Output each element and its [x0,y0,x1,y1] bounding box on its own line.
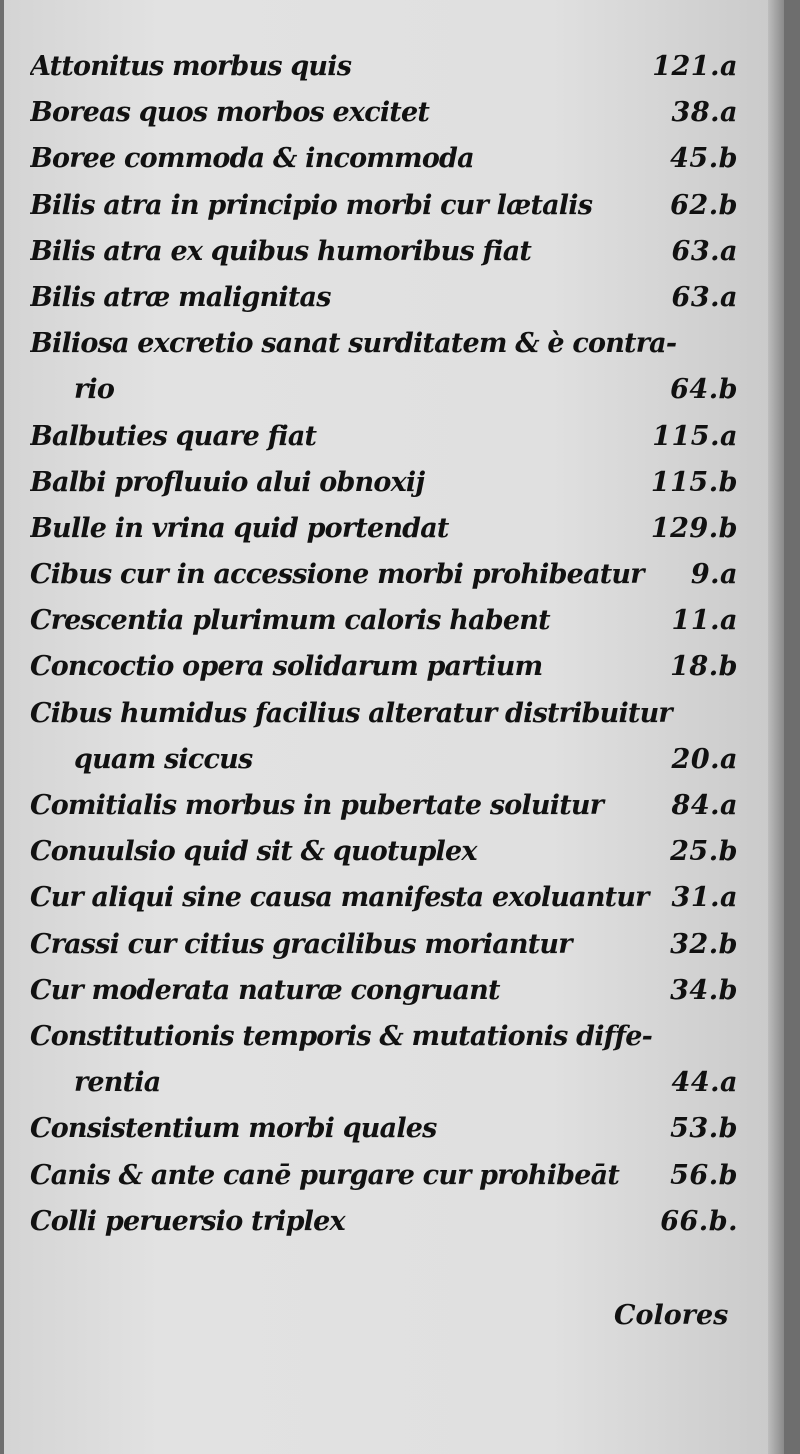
index-entry-term: Cibus humidus facilius alteratur distribuitur [30,697,672,729]
index-entry-folio: 34.b [670,974,738,1006]
index-entry-term: Comitialis morbus in pubertate soluitur [30,790,604,821]
index-entry [30,875,738,921]
index-entry-folio: 18.b [670,651,738,683]
index-entry-term: Canis & ante canē purgare cur prohibeāt [30,1159,619,1191]
index-entry [30,1153,738,1199]
index-list [30,44,738,1245]
index-entry-folio: 66.b. [660,1205,738,1237]
index-entry-folio: 64.b [670,374,738,406]
index-entry-folio: 121.a [652,51,738,82]
index-entry-term: Crassi cur citius gracilibus moriantur [30,928,572,960]
index-entry-term: Conuulsio quid sit & quotuplex [30,836,477,868]
index-entry [30,644,738,690]
index-entry-folio: 63.a [671,235,738,267]
index-entry-term: Crescentia plurimum caloris habent [30,605,550,637]
index-entry [30,552,738,598]
index-entry-term: Consistentium morbi quales [30,1113,437,1145]
index-entry-term: Boree commoda & incommoda [30,143,474,175]
index-entry-folio: 44.a [671,1067,738,1099]
index-entry [30,1060,738,1106]
index-entry [30,136,738,182]
index-entry [30,1106,738,1152]
index-entry [30,414,738,460]
index-entry-term: Balbi profluuio alui obnoxij [30,466,425,498]
index-entry [30,691,738,737]
index-entry-folio: 45.b [670,143,738,175]
index-entry [30,275,738,321]
index-entry-term: Concoctio opera solidarum partium [30,651,543,683]
index-entry-folio: 63.a [671,281,738,313]
index-entry [30,968,738,1014]
index-entry [30,829,738,875]
index-entry-folio: 115.b [650,466,738,498]
index-entry-term: Bilis atræ malignitas [30,281,331,313]
index-entry-term: Bilis atra ex quibus humoribus fiat [30,235,532,267]
index-entry [30,783,738,829]
index-entry [30,44,738,90]
index-entry-folio: 84.a [671,790,738,821]
index-entry-term: Cur aliqui sine causa manifesta exoluantur [30,882,649,914]
index-entry [30,321,738,367]
index-entry [30,1014,738,1060]
catchword: Colores [614,1300,729,1331]
index-entry-folio: 62.b [670,189,738,221]
index-entry-folio: 32.b [670,928,738,960]
index-entry-folio: 9.a [690,559,738,591]
page-gutter-edge [768,0,784,1454]
index-entry [30,506,738,552]
index-entry-term: Balbuties quare fiat [30,420,317,452]
index-entry [30,737,738,783]
index-entry-term: Bulle in vrina quid portendat [30,512,449,544]
index-entry-term: Bilis atra in principio morbi cur lætalis [30,189,593,221]
index-entry [30,460,738,506]
index-entry [30,229,738,275]
index-entry-term: rio [74,374,115,406]
index-entry-term: rentia [74,1067,161,1099]
book-page [4,0,784,1454]
index-entry-term: Biliosa excretio sanat surditatem & è contra- [30,328,677,360]
index-entry-folio: 20.a [671,743,738,775]
index-entry-term: Attonitus morbus quis [30,51,352,82]
index-entry-folio: 31.a [671,882,738,914]
index-entry-term: Colli peruersio triplex [30,1205,345,1237]
index-entry-term: Constitutionis temporis & mutationis diffe- [30,1020,653,1052]
index-entry [30,922,738,968]
index-entry-term: Boreas quos morbos excitet [30,97,430,129]
index-entry-folio: 53.b [670,1113,738,1145]
index-entry-folio: 129.b [650,512,738,544]
index-entry-term: quam siccus [74,743,253,775]
index-entry [30,1199,738,1245]
index-entry-folio: 115.a [652,420,738,452]
index-entry [30,598,738,644]
index-entry-folio: 56.b [670,1159,738,1191]
index-entry-term: Cur moderata naturæ congruant [30,974,500,1006]
index-entry [30,90,738,136]
index-entry-folio: 11.a [671,605,738,637]
index-entry [30,183,738,229]
index-entry-folio: 25.b [670,836,738,868]
index-entry [30,367,738,413]
index-entry-term: Cibus cur in accessione morbi prohibeatur [30,559,644,591]
index-entry-folio: 38.a [671,97,738,129]
